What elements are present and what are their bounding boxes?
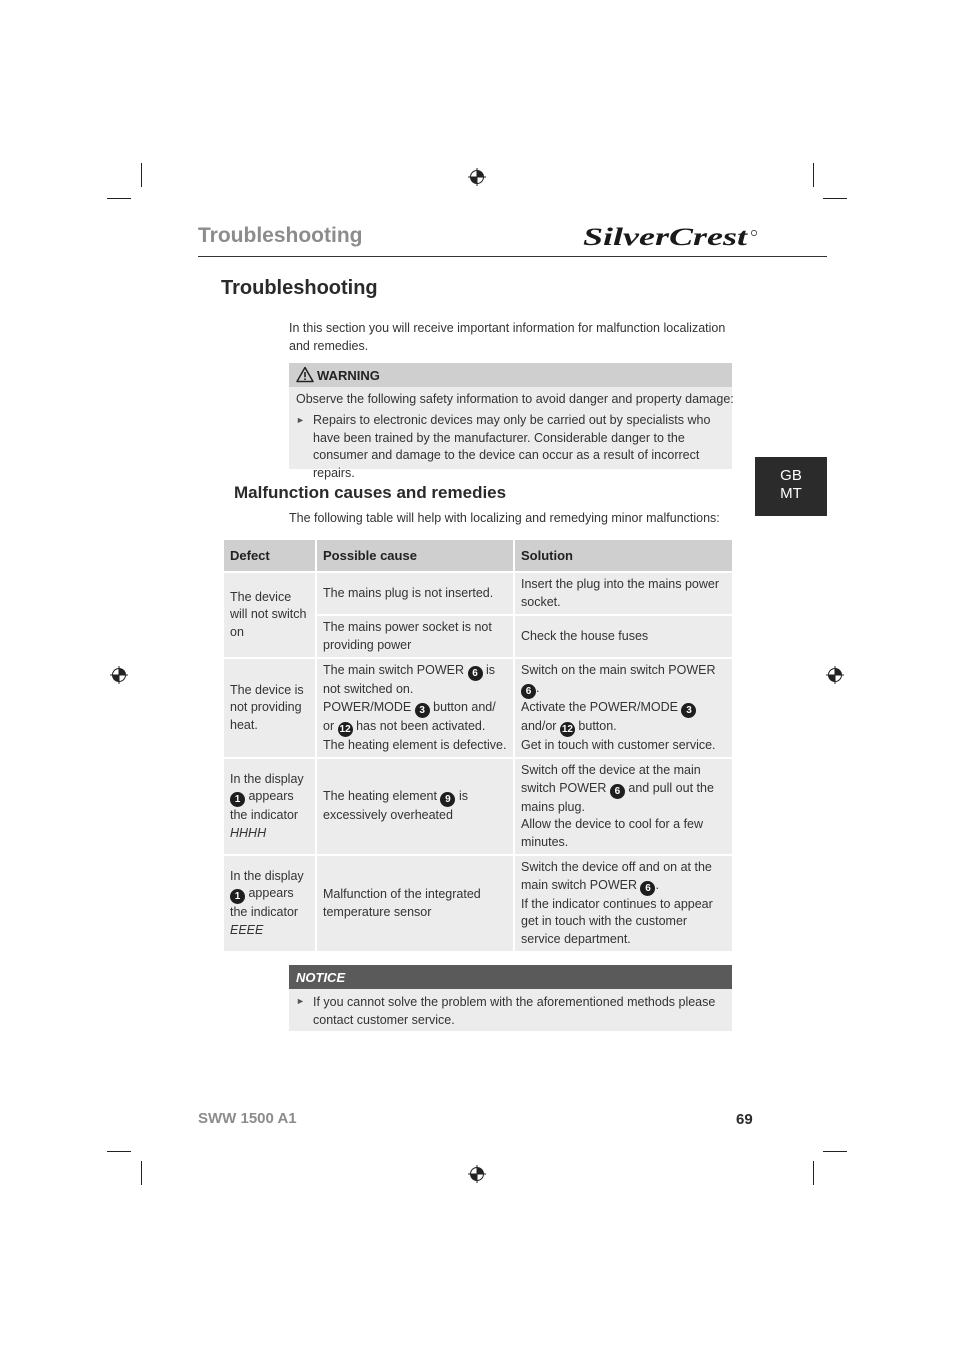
- solution-text: and/or: [521, 718, 557, 733]
- defect-cell: [223, 758, 316, 855]
- cause-text: is not switched on.: [323, 663, 496, 696]
- troubleshooting-table: [222, 538, 734, 953]
- running-header-title: Troubleshooting: [198, 224, 363, 247]
- cause-cell: [316, 758, 514, 855]
- notice-item: If you cannot solve the problem with the aforementioned methods please contact customer service.: [313, 995, 716, 1027]
- solution-text: and pull out the mains plug.: [521, 780, 714, 814]
- registration-mark-icon: [468, 1165, 486, 1183]
- cause-text: The heating element is defective.: [323, 737, 507, 752]
- cause-text: button and/ or: [323, 699, 496, 733]
- callout-number: 1: [230, 889, 245, 904]
- crop-mark: [813, 1161, 814, 1185]
- solution-cell: Switch on the main switch POWER 6 . Activate the POWER/MODE 3 and/or 12 button. Get in touch with customer service.: [514, 658, 733, 758]
- defect-cell: [223, 855, 316, 952]
- crop-mark: [823, 1151, 847, 1152]
- solution-text: Allow the device to cool for a few minutes.: [521, 817, 704, 849]
- cause-cell: [316, 658, 514, 758]
- solution-cell: [514, 758, 733, 855]
- registration-mark-icon: [826, 666, 844, 684]
- bullet-arrow-icon: ►: [296, 996, 305, 1006]
- solution-text: Switch on the main switch POWER: [521, 663, 716, 677]
- language-code: MT: [780, 485, 802, 502]
- warning-triangle-icon: [296, 366, 314, 383]
- warning-item: Repairs to electronic devices may only be carried out by specialists who have been trained by the manufacturer. Considerable danger to the consumer and damage to the device can occur as a result of incorrect repairs.: [313, 413, 711, 480]
- solution-text: Switch off the device at the main switch POWER: [521, 763, 701, 795]
- page-title: Troubleshooting: [221, 277, 378, 299]
- callout-number: 12: [339, 723, 351, 735]
- solution-text: If the indicator continues to appear get in touch with the customer service department.: [521, 896, 713, 946]
- cause-text: is excessively overheated: [323, 789, 468, 823]
- notice-box: [289, 965, 732, 1031]
- table-row: [223, 758, 733, 855]
- solution-cell: Switch the device off and on at the main switch POWER 6 . If the indicator continues to appear get in touch with the customer service department.: [514, 855, 733, 952]
- language-code: GB: [780, 467, 802, 484]
- display-code: EEEE: [230, 922, 264, 937]
- warning-box: [289, 363, 734, 480]
- crop-mark: [107, 198, 131, 199]
- solution-cell: Check the house fuses: [514, 615, 733, 658]
- solution-text: Get in touch with customer service.: [521, 737, 716, 752]
- crop-mark: [141, 163, 142, 187]
- language-tab: [755, 457, 827, 516]
- solution-text: button.: [578, 718, 617, 733]
- callout-number: 6: [468, 666, 483, 681]
- cause-cell: The mains plug is not inserted.: [316, 572, 514, 615]
- defect-text: appears the indicator: [230, 886, 299, 920]
- warning-header: [289, 363, 732, 387]
- cause-cell: Malfunction of the integrated temperature sensor: [316, 855, 514, 952]
- cause-text: The heating element: [323, 789, 437, 804]
- crop-mark: [141, 1161, 142, 1185]
- column-header: Possible cause: [316, 539, 514, 572]
- cause-text: The main switch POWER: [323, 663, 465, 677]
- notice-header: [289, 965, 732, 989]
- column-header: Defect: [223, 539, 316, 572]
- table-row: [223, 572, 733, 615]
- section-title: Malfunction causes and remedies: [234, 483, 507, 502]
- warning-label: WARNING: [317, 368, 380, 383]
- callout-number: 6: [610, 784, 625, 799]
- brand-text: SilverCrest: [583, 224, 749, 251]
- defect-text: In the display: [230, 868, 304, 883]
- callout-number: 6: [640, 881, 655, 896]
- warning-text: Observe the following safety information to avoid danger and property damage:: [296, 392, 734, 406]
- cause-text: has not been activated.: [356, 718, 486, 733]
- table-header-row: [223, 539, 733, 572]
- header-rule: [198, 256, 827, 257]
- cause-cell: The mains power socket is not providing power: [316, 615, 514, 658]
- defect-cell: The device will not switch on: [223, 572, 316, 658]
- solution-cell: Insert the plug into the mains power socket.: [514, 572, 733, 615]
- display-code: HHHH: [230, 825, 267, 840]
- defect-cell: The device is not providing heat.: [223, 658, 316, 758]
- intro-paragraph: In this section you will receive important information for malfunction localization and remedies.: [289, 321, 726, 353]
- registration-mark-icon: [110, 666, 128, 684]
- page-number: 69: [736, 1111, 753, 1128]
- notice-label: NOTICE: [296, 970, 346, 985]
- section-intro: The following table will help with localizing and remedying minor malfunctions:: [289, 511, 720, 525]
- solution-text: Switch the device off and on at the main switch POWER: [521, 860, 712, 892]
- bullet-arrow-icon: ►: [296, 415, 305, 425]
- crop-mark: [823, 198, 847, 199]
- callout-number: 9: [440, 792, 455, 807]
- defect-text: appears the indicator: [230, 789, 299, 823]
- callout-number: 12: [561, 723, 573, 735]
- callout-number: 3: [415, 703, 430, 718]
- column-header: Solution: [514, 539, 733, 572]
- table-row: [223, 855, 733, 952]
- callout-number: 6: [521, 684, 536, 699]
- crop-mark: [107, 1151, 131, 1152]
- callout-number: 1: [230, 792, 245, 807]
- registration-mark-icon: [468, 168, 486, 186]
- table-row: [223, 658, 733, 758]
- crop-mark: [813, 163, 814, 187]
- solution-text: Activate the POWER/MODE: [521, 699, 678, 714]
- model-number: SWW 1500 A1: [198, 1110, 297, 1127]
- defect-text: In the display: [230, 771, 304, 786]
- silvercrest-logo: [583, 221, 763, 251]
- callout-number: 3: [681, 703, 696, 718]
- cause-text: POWER/MODE: [323, 699, 412, 714]
